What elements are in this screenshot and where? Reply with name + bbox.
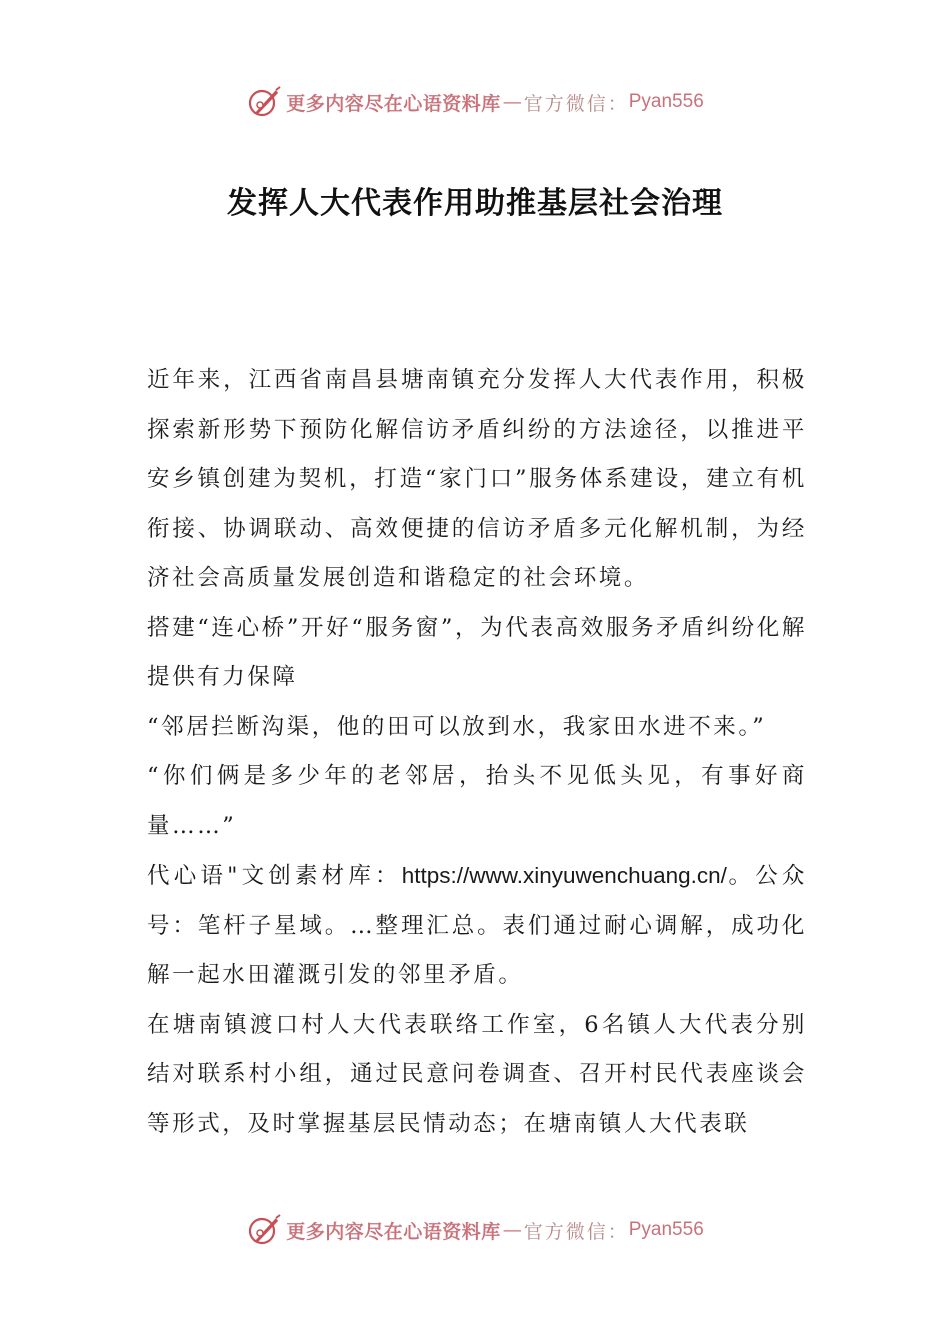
banner-official-label: 官方微信： xyxy=(523,1220,629,1243)
source-url-link[interactable]: https://www.xinyuwenchuang.cn/ xyxy=(401,863,727,888)
banner-dash: — xyxy=(502,1219,522,1241)
header-watermark-banner xyxy=(0,82,950,122)
body-paragraph: 在塘南镇渡口村人大代表联络工作室，6名镇人大代表分别结对联系村小组，通过民意问卷调查、召开村民代表座谈会等形式，及时掌握基层民情动态；在塘南镇人大代表联 xyxy=(147,1011,807,1137)
paragraph-text: 代心语"文创素材库： xyxy=(147,863,402,889)
paragraph-text: 。公众号：笔杆子星域。…整理汇总。表们通过耐心调解，成功化解一起水田灌溉引发的邻里矛盾。 xyxy=(147,863,807,988)
body-paragraph: 近年来，江西省南昌县塘南镇充分发挥人大代表作用，积极探索新形势下预防化解信访矛盾纠纷的方法途径，以推进平安乡镇创建为契机，打造“家门口”服务体系建设，建立有机衔接、协调联动、高效便捷的信访矛盾多元化解机制，为经济社会高质量发展创造和谐稳定的社会环境。 xyxy=(147,367,807,591)
body-paragraph: “邻居拦断沟渠，他的田可以放到水，我家田水进不来。” xyxy=(147,713,767,740)
section-heading: 搭建“连心桥”开好“服务窗”，为代表高效服务矛盾纠纷化解提供有力保障 xyxy=(147,614,807,690)
banner-brand-text: 更多内容尽在心语资料库 xyxy=(286,92,501,115)
document-body xyxy=(147,356,807,1149)
body-paragraph-with-link xyxy=(147,851,807,1001)
document-title: 发挥人大代表作用助推基层社会治理 xyxy=(227,186,723,221)
banner-wechat-id: Pyan556 xyxy=(628,1219,704,1240)
quill-logo-icon xyxy=(246,1212,282,1248)
banner-dash: — xyxy=(502,91,522,113)
banner-wechat-id: Pyan556 xyxy=(628,91,704,112)
body-paragraph: “你们俩是多少年的老邻居，抬头不见低头见，有事好商量……” xyxy=(147,763,807,839)
banner-brand-text: 更多内容尽在心语资料库 xyxy=(286,1220,501,1243)
quill-logo-icon xyxy=(246,84,282,120)
footer-watermark-banner xyxy=(0,1210,950,1250)
banner-official-label: 官方微信： xyxy=(523,92,629,115)
